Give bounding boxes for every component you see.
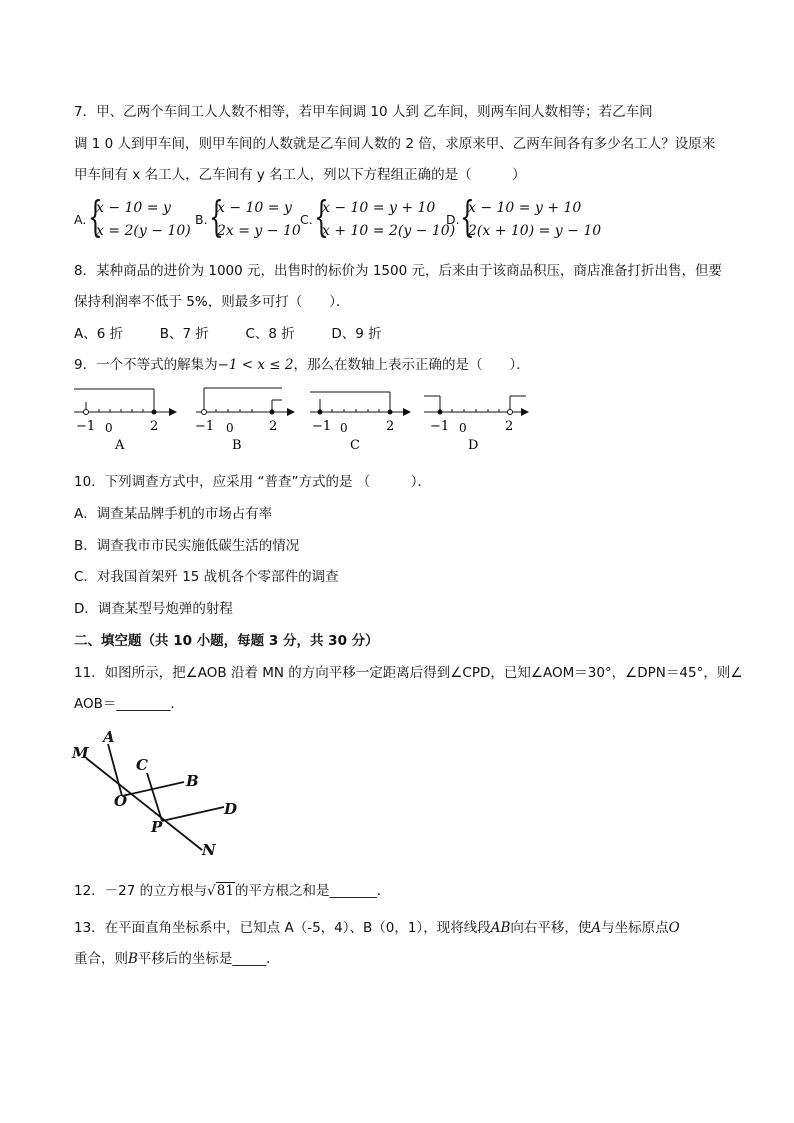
q10-option-d: D．调查某型号炮弹的射程	[74, 601, 233, 617]
radical	[207, 882, 235, 899]
q10-option-c: C．对我国首架歼 15 战机各个零部件的调查	[74, 569, 339, 585]
q10-option-b: B．调查我市市民实施低碳生活的情况	[74, 538, 300, 554]
q12-after: 的平方根之和是_______．	[234, 883, 391, 899]
numberline-c	[310, 392, 410, 453]
q8-option-d: D、9 折	[331, 326, 382, 342]
equation-2: 2(x + 10) = y − 10	[468, 223, 602, 239]
q7-option-a	[74, 192, 194, 246]
q7-option-d	[446, 192, 602, 246]
q13-line-2	[74, 950, 280, 968]
equation-2: x + 10 = 2(y − 10)	[322, 223, 456, 239]
q13-text-3: 与坐标原点	[601, 920, 669, 936]
equation-1: x − 10 = y	[217, 200, 292, 216]
label-c: C	[136, 756, 148, 774]
q8-option-b: B、7 折	[159, 326, 209, 342]
option-label: C.	[300, 212, 313, 227]
option-label: B.	[195, 212, 208, 227]
brace-icon: {	[88, 192, 103, 241]
q9-stem	[74, 356, 530, 374]
q11-figure	[66, 728, 266, 858]
numberline-d	[424, 396, 528, 453]
q9-text-before: 9．一个不等式的解集为	[74, 357, 218, 373]
equation-2: 2x = y − 10	[217, 223, 301, 239]
label-b: B	[186, 772, 199, 790]
q9-inequality: −1 < x ≤ 2	[217, 357, 294, 373]
q12	[74, 882, 390, 900]
q9-text-after: ，那么在数轴上表示正确的是（ ）．	[293, 357, 530, 373]
equation-2: x = 2(y − 10)	[96, 223, 191, 239]
ray-pd	[162, 807, 224, 821]
q8-option-a: A、6 折	[74, 326, 124, 342]
tick-label-neg1: −1	[312, 419, 332, 434]
q8-line-1: 8．某种商品的进价为 1000 元，出售时的标价为 1500 元，后来由于该商品积压，商店准备打折出售，但要	[74, 263, 722, 279]
q13-line-1	[74, 919, 680, 937]
q11-line-2: AOB＝________．	[74, 696, 184, 712]
tick-label-0: 0	[459, 421, 467, 435]
sqrt-icon: √	[207, 883, 216, 899]
q7-line-3: 甲车间有 x 名工人，乙车间有 y 名工人，列以下方程组正确的是（ ）	[74, 167, 526, 183]
option-label-b: B	[232, 438, 242, 453]
option-label-d: D	[468, 438, 479, 453]
tick-label-0: 0	[226, 421, 234, 435]
label-p: P	[151, 818, 163, 836]
q7-option-c	[300, 192, 456, 246]
brace-icon: {	[209, 192, 224, 241]
option-label-c: C	[350, 438, 360, 453]
tick-label-neg1: −1	[195, 419, 215, 434]
tick-label-neg1: −1	[430, 419, 450, 434]
numberline-a	[74, 389, 176, 453]
q12-before: 12．－27 的立方根与	[74, 883, 208, 899]
q7-line-2: 调 1 0 人到甲车间，则甲车间的人数就是乙车间人数的 2 倍，求原来甲、乙两车间各有多少名工人？设原来	[74, 136, 716, 152]
q11-line-1: 11．如图所示，把∠AOB 沿着 MN 的方向平移一定距离后得到∠CPD，已知∠AOM＝30°，∠DPN＝45°，则∠	[74, 665, 743, 681]
label-a: A	[103, 728, 115, 746]
brace-icon: {	[460, 192, 475, 241]
equation-1: x − 10 = y	[96, 200, 171, 216]
label-d: D	[224, 800, 238, 818]
q8-option-c: C、8 折	[245, 326, 295, 342]
point-o: O	[668, 920, 680, 936]
section-title: 二、填空题（共 10 小题，每题 3 分，共 30 分）	[74, 633, 379, 649]
q8-options	[74, 325, 382, 343]
label-m: M	[72, 744, 89, 762]
q13-text-4: 重合，则	[74, 951, 128, 967]
tick-label-0: 0	[105, 421, 113, 435]
equation-1: x − 10 = y + 10	[322, 200, 436, 216]
brace-icon: {	[314, 192, 329, 241]
q7-option-b	[195, 192, 305, 246]
option-label: D.	[446, 212, 460, 227]
tick-label-2: 2	[386, 419, 395, 434]
option-label: A.	[74, 212, 87, 227]
radicand: 81	[216, 883, 234, 899]
q7-line-1: 7．甲、乙两个车间工人人数不相等，若甲车间调 10 人到 乙车间，则两车间人数相等；若乙车间	[74, 104, 653, 120]
ray-pc	[147, 773, 162, 821]
option-label-a: A	[115, 438, 125, 453]
tick-label-neg1: −1	[76, 419, 96, 434]
numberline-b	[195, 388, 294, 453]
point-b: B	[128, 951, 138, 967]
q10-stem: 10．下列调查方式中，应采用 “普查”方式的是 （ ）．	[74, 474, 431, 490]
tick-label-2: 2	[269, 419, 278, 434]
q13-text-5: 平移后的坐标是_____．	[137, 951, 280, 967]
tick-label-2: 2	[150, 419, 159, 434]
q13-text-2: 向右平移，使	[510, 920, 592, 936]
q10-option-a: A．调查某品牌手机的市场占有率	[74, 506, 273, 522]
q8-line-2: 保持利润率不低于 5%，则最多可打（ ）．	[74, 294, 350, 310]
ray-oa	[108, 744, 122, 796]
equation-1: x − 10 = y + 10	[468, 200, 582, 216]
q9-number-lines	[0, 382, 794, 462]
segment-ab: AB	[490, 920, 511, 936]
tick-label-0: 0	[340, 421, 348, 435]
point-a: A	[591, 920, 602, 936]
label-n: N	[202, 841, 216, 858]
q13-text-1: 13．在平面直角坐标系中，已知点 A（-5，4）、B（0，1），现将线段	[74, 920, 491, 936]
tick-label-2: 2	[505, 419, 514, 434]
label-o: O	[114, 792, 128, 810]
